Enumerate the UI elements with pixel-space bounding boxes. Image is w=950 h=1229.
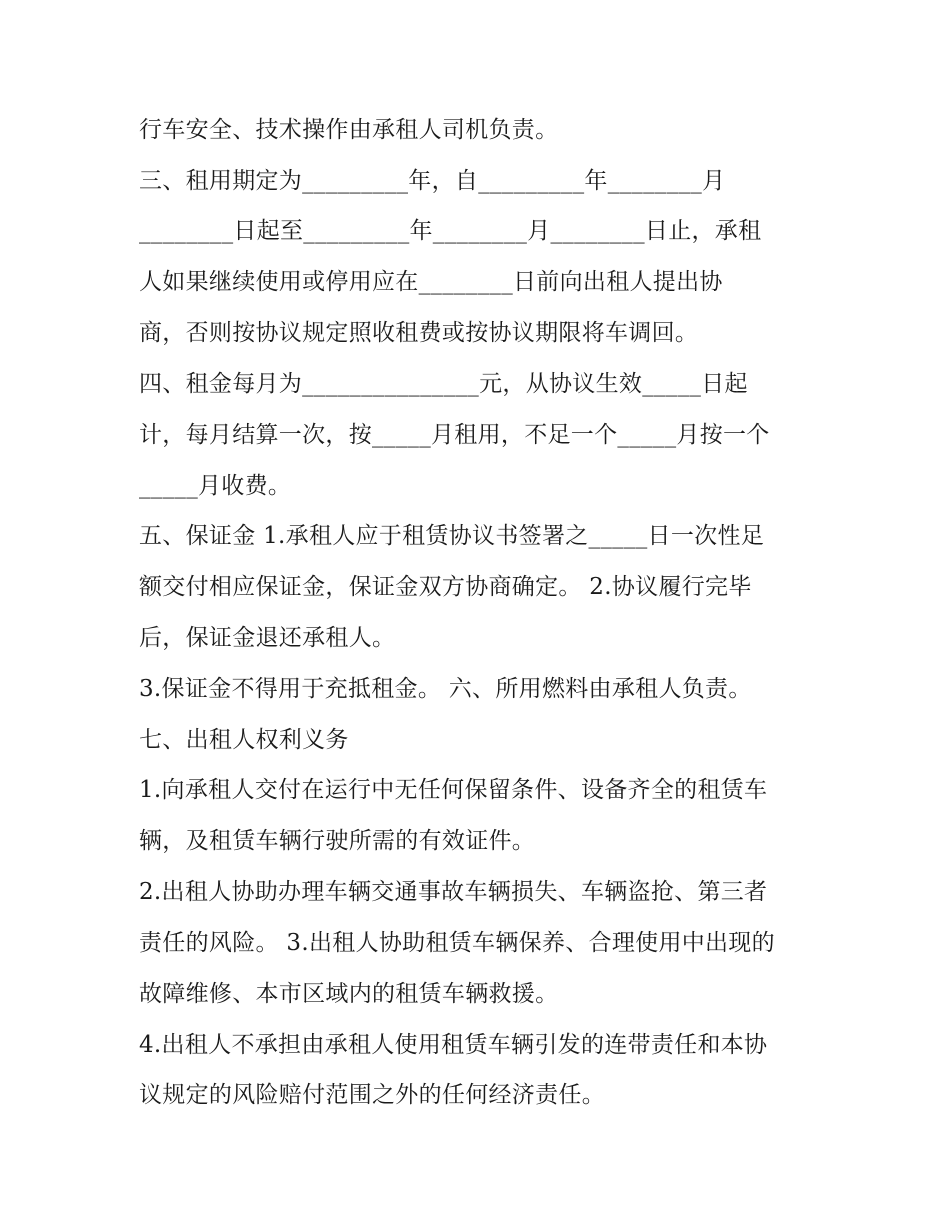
paragraph-line: 3.保证金不得用于充抵租金。 六、所用燃料由承租人负责。 xyxy=(139,676,752,702)
paragraph-line: 人如果继续使用或停用应在________日前向出租人提出协 xyxy=(139,269,723,295)
paragraph-line: 辆，及租赁车辆行驶所需的有效证件。 xyxy=(139,828,536,854)
paragraph-line: 行车安全、技术操作由承租人司机负责。 xyxy=(139,117,559,143)
paragraph-line: 七、出租人权利义务 xyxy=(139,727,349,753)
paragraph-line: 责任的风险。 3.出租人协助租赁车辆保养、合理使用中出现的 xyxy=(139,930,775,956)
paragraph-line: 2.出租人协助办理车辆交通事故车辆损失、车辆盗抢、第三者 xyxy=(139,879,768,905)
paragraph-line: 三、租用期定为_________年，自_________年________月 xyxy=(139,168,726,194)
paragraph-line: 计，每月结算一次，按_____月租用，不足一个_____月按一个 xyxy=(139,422,770,448)
paragraph-line: 四、租金每月为_______________元，从协议生效_____日起 xyxy=(139,371,748,397)
paragraph-line: 1.向承租人交付在运行中无任何保留条件、设备齐全的租赁车 xyxy=(139,777,768,803)
paragraph-line: 商，否则按协议规定照收租费或按协议期限将车调回。 xyxy=(139,320,699,346)
paragraph-line: 故障维修、本市区域内的租赁车辆救援。 xyxy=(139,981,559,1007)
paragraph-line: 额交付相应保证金，保证金双方协商确定。 2.协议履行完毕 xyxy=(139,574,752,600)
paragraph-line: _____月收费。 xyxy=(139,473,292,499)
paragraph-line: 后，保证金退还承租人。 xyxy=(139,625,396,651)
paragraph-line: 4.出租人不承担由承租人使用租赁车辆引发的连带责任和本协 xyxy=(139,1032,768,1058)
paragraph-line: 五、保证金 1.承租人应于租赁协议书签署之_____日一次性足 xyxy=(139,523,765,549)
paragraph-line: ________日起至_________年________月________日止，承租 xyxy=(139,218,762,244)
paragraph-line: 议规定的风险赔付范围之外的任何经济责任。 xyxy=(139,1082,605,1108)
